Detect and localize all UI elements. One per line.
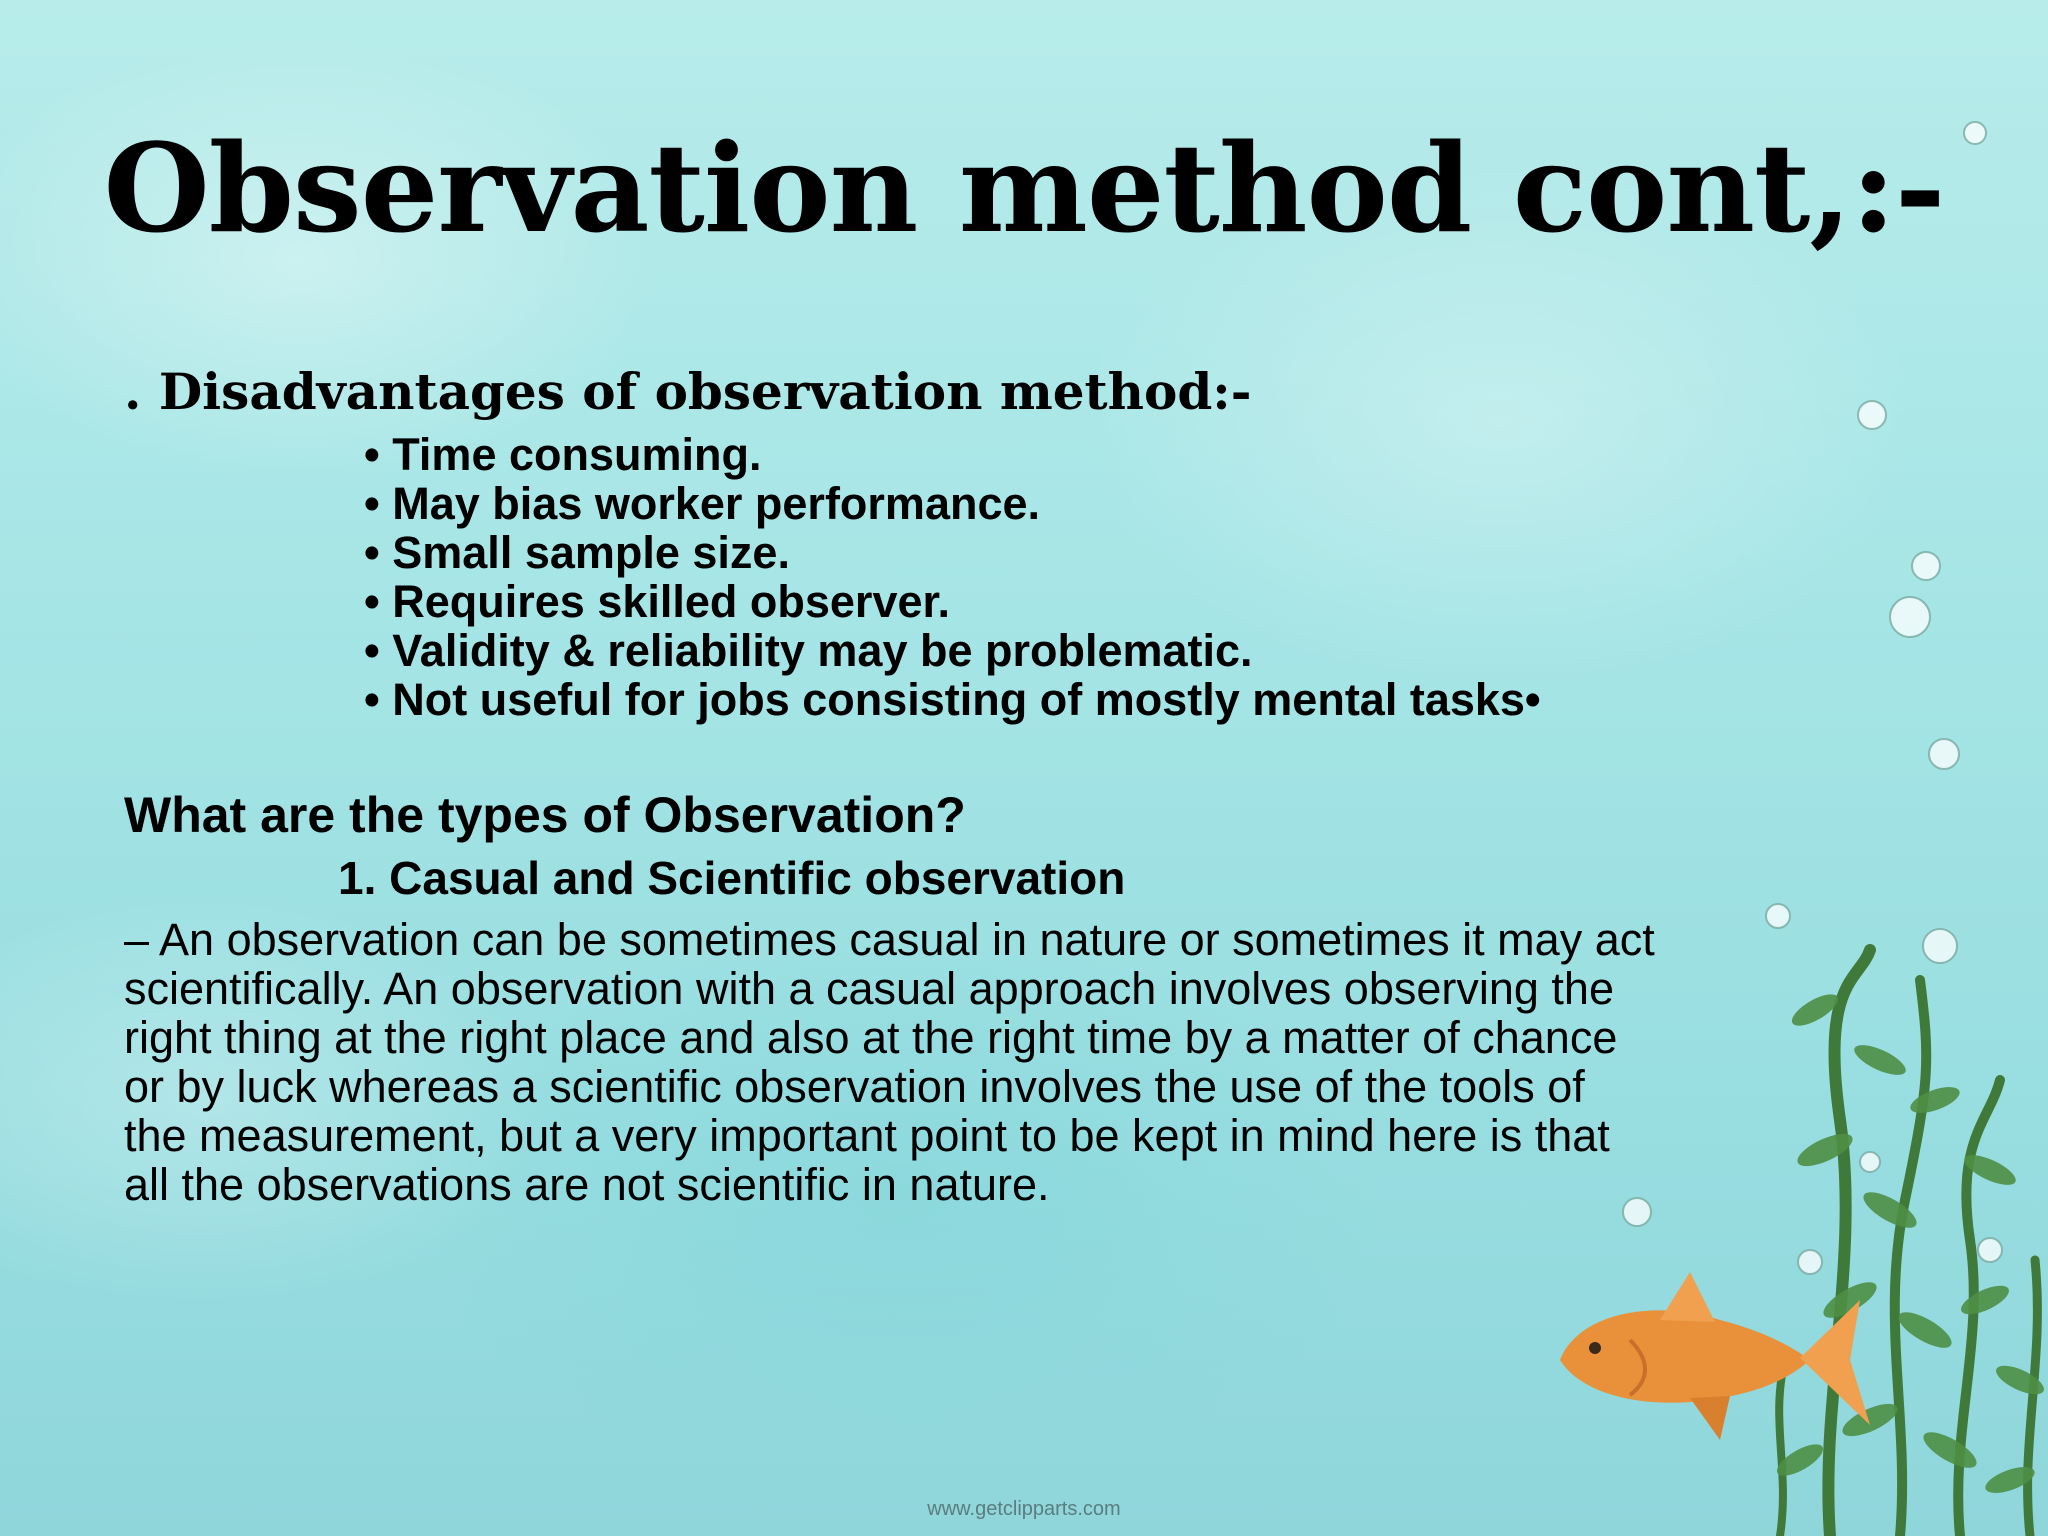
types-question: What are the types of Observation? bbox=[124, 787, 966, 843]
paragraph-line: scientifically. An observation with a casual approach involves observing the bbox=[124, 963, 1614, 1014]
goldfish-icon bbox=[1560, 1272, 1870, 1440]
list-item: • Time consuming. bbox=[364, 429, 762, 480]
paragraph-line: – An observation can be sometimes casual in nature or sometimes it may act bbox=[124, 914, 1655, 965]
list-item: • Validity & reliability may be problematic. bbox=[364, 625, 1253, 676]
disadvantages-list bbox=[364, 430, 1541, 724]
paragraph-line: all the observations are not scientific in nature. bbox=[124, 1159, 1050, 1210]
slide-title: Observation method cont,:- bbox=[103, 116, 1945, 260]
type-1-paragraph bbox=[124, 915, 1904, 1209]
list-item: • Requires skilled observer. bbox=[364, 576, 951, 627]
list-item: • Small sample size. bbox=[364, 527, 790, 578]
image-credit: www.getclipparts.com bbox=[927, 1498, 1121, 1520]
list-item: • Not useful for jobs consisting of mostly mental tasks• bbox=[364, 674, 1541, 725]
paragraph-line: or by luck whereas a scientific observation involves the use of the tools of bbox=[124, 1061, 1585, 1112]
paragraph-line: right thing at the right place and also at the right time by a matter of chance bbox=[124, 1012, 1618, 1063]
list-item: • May bias worker performance. bbox=[364, 478, 1041, 529]
type-1-heading: 1. Casual and Scientific observation bbox=[338, 852, 1126, 904]
paragraph-line: the measurement, but a very important point to be kept in mind here is that bbox=[124, 1110, 1610, 1161]
disadvantages-heading: . Disadvantages of observation method:- bbox=[124, 362, 1252, 421]
